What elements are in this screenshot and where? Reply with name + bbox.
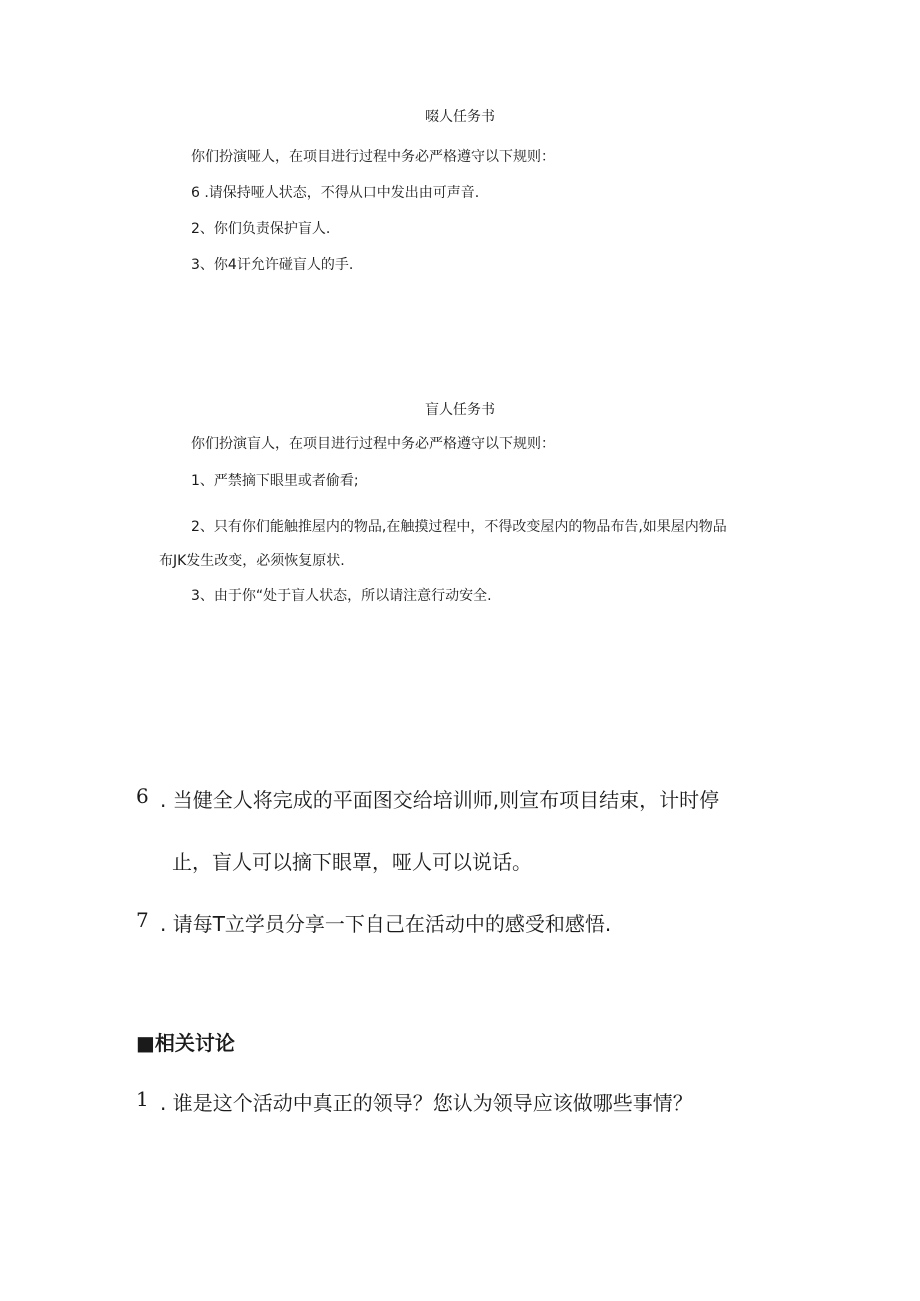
- mute-task-intro: 你们扮演哑人，在项目进行过程中务必严格遵守以下规则：: [191, 149, 555, 165]
- discussion-heading: ■相关讨论: [136, 1031, 235, 1055]
- blind-rule-3: 3、由于你“处于盲人状态，所以请注意行动安全.: [191, 588, 492, 604]
- question-1-text: . 谁是这个活动中真正的领导？您认为领导应该做哪些事情？: [160, 1091, 693, 1115]
- mute-task-title: 啜人任务书: [425, 109, 495, 125]
- question-1-number: 1: [136, 1087, 149, 1111]
- step-7-number: 7: [136, 908, 149, 932]
- mute-rule-3: 3、你4讦允许碰盲人的手.: [191, 257, 354, 273]
- blind-rule-2-line-2: 布JK发生改变，必须恢复原状.: [159, 553, 345, 569]
- blind-rule-2-line-1: 2、只有你们能触推屋内的物品,在触摸过程中，不得改变屋内的物品布告,如果屋内物品: [191, 519, 727, 535]
- step-6-number: 6: [136, 784, 149, 808]
- blind-task-title: 盲人任务书: [425, 402, 495, 418]
- step-6-line-1: . 当健全人将完成的平面图交给培训师,则宣布项目结束，计时停: [160, 788, 720, 812]
- step-6-line-2: 止，盲人可以摘下眼罩，哑人可以说话。: [172, 850, 532, 874]
- blind-task-intro: 你们扮演盲人，在项目进行过程中务必严格遵守以下规则：: [191, 436, 555, 452]
- blind-rule-1: 1、严禁摘下眼里或者偷看;: [191, 473, 359, 489]
- step-7-text: . 请每T立学员分享一下自己在活动中的感受和感悟.: [160, 912, 612, 936]
- mute-rule-1: 6 .请保持哑人状态，不得从口中发出由可声音.: [191, 185, 480, 201]
- mute-rule-2: 2、你们负责保护盲人.: [191, 221, 331, 237]
